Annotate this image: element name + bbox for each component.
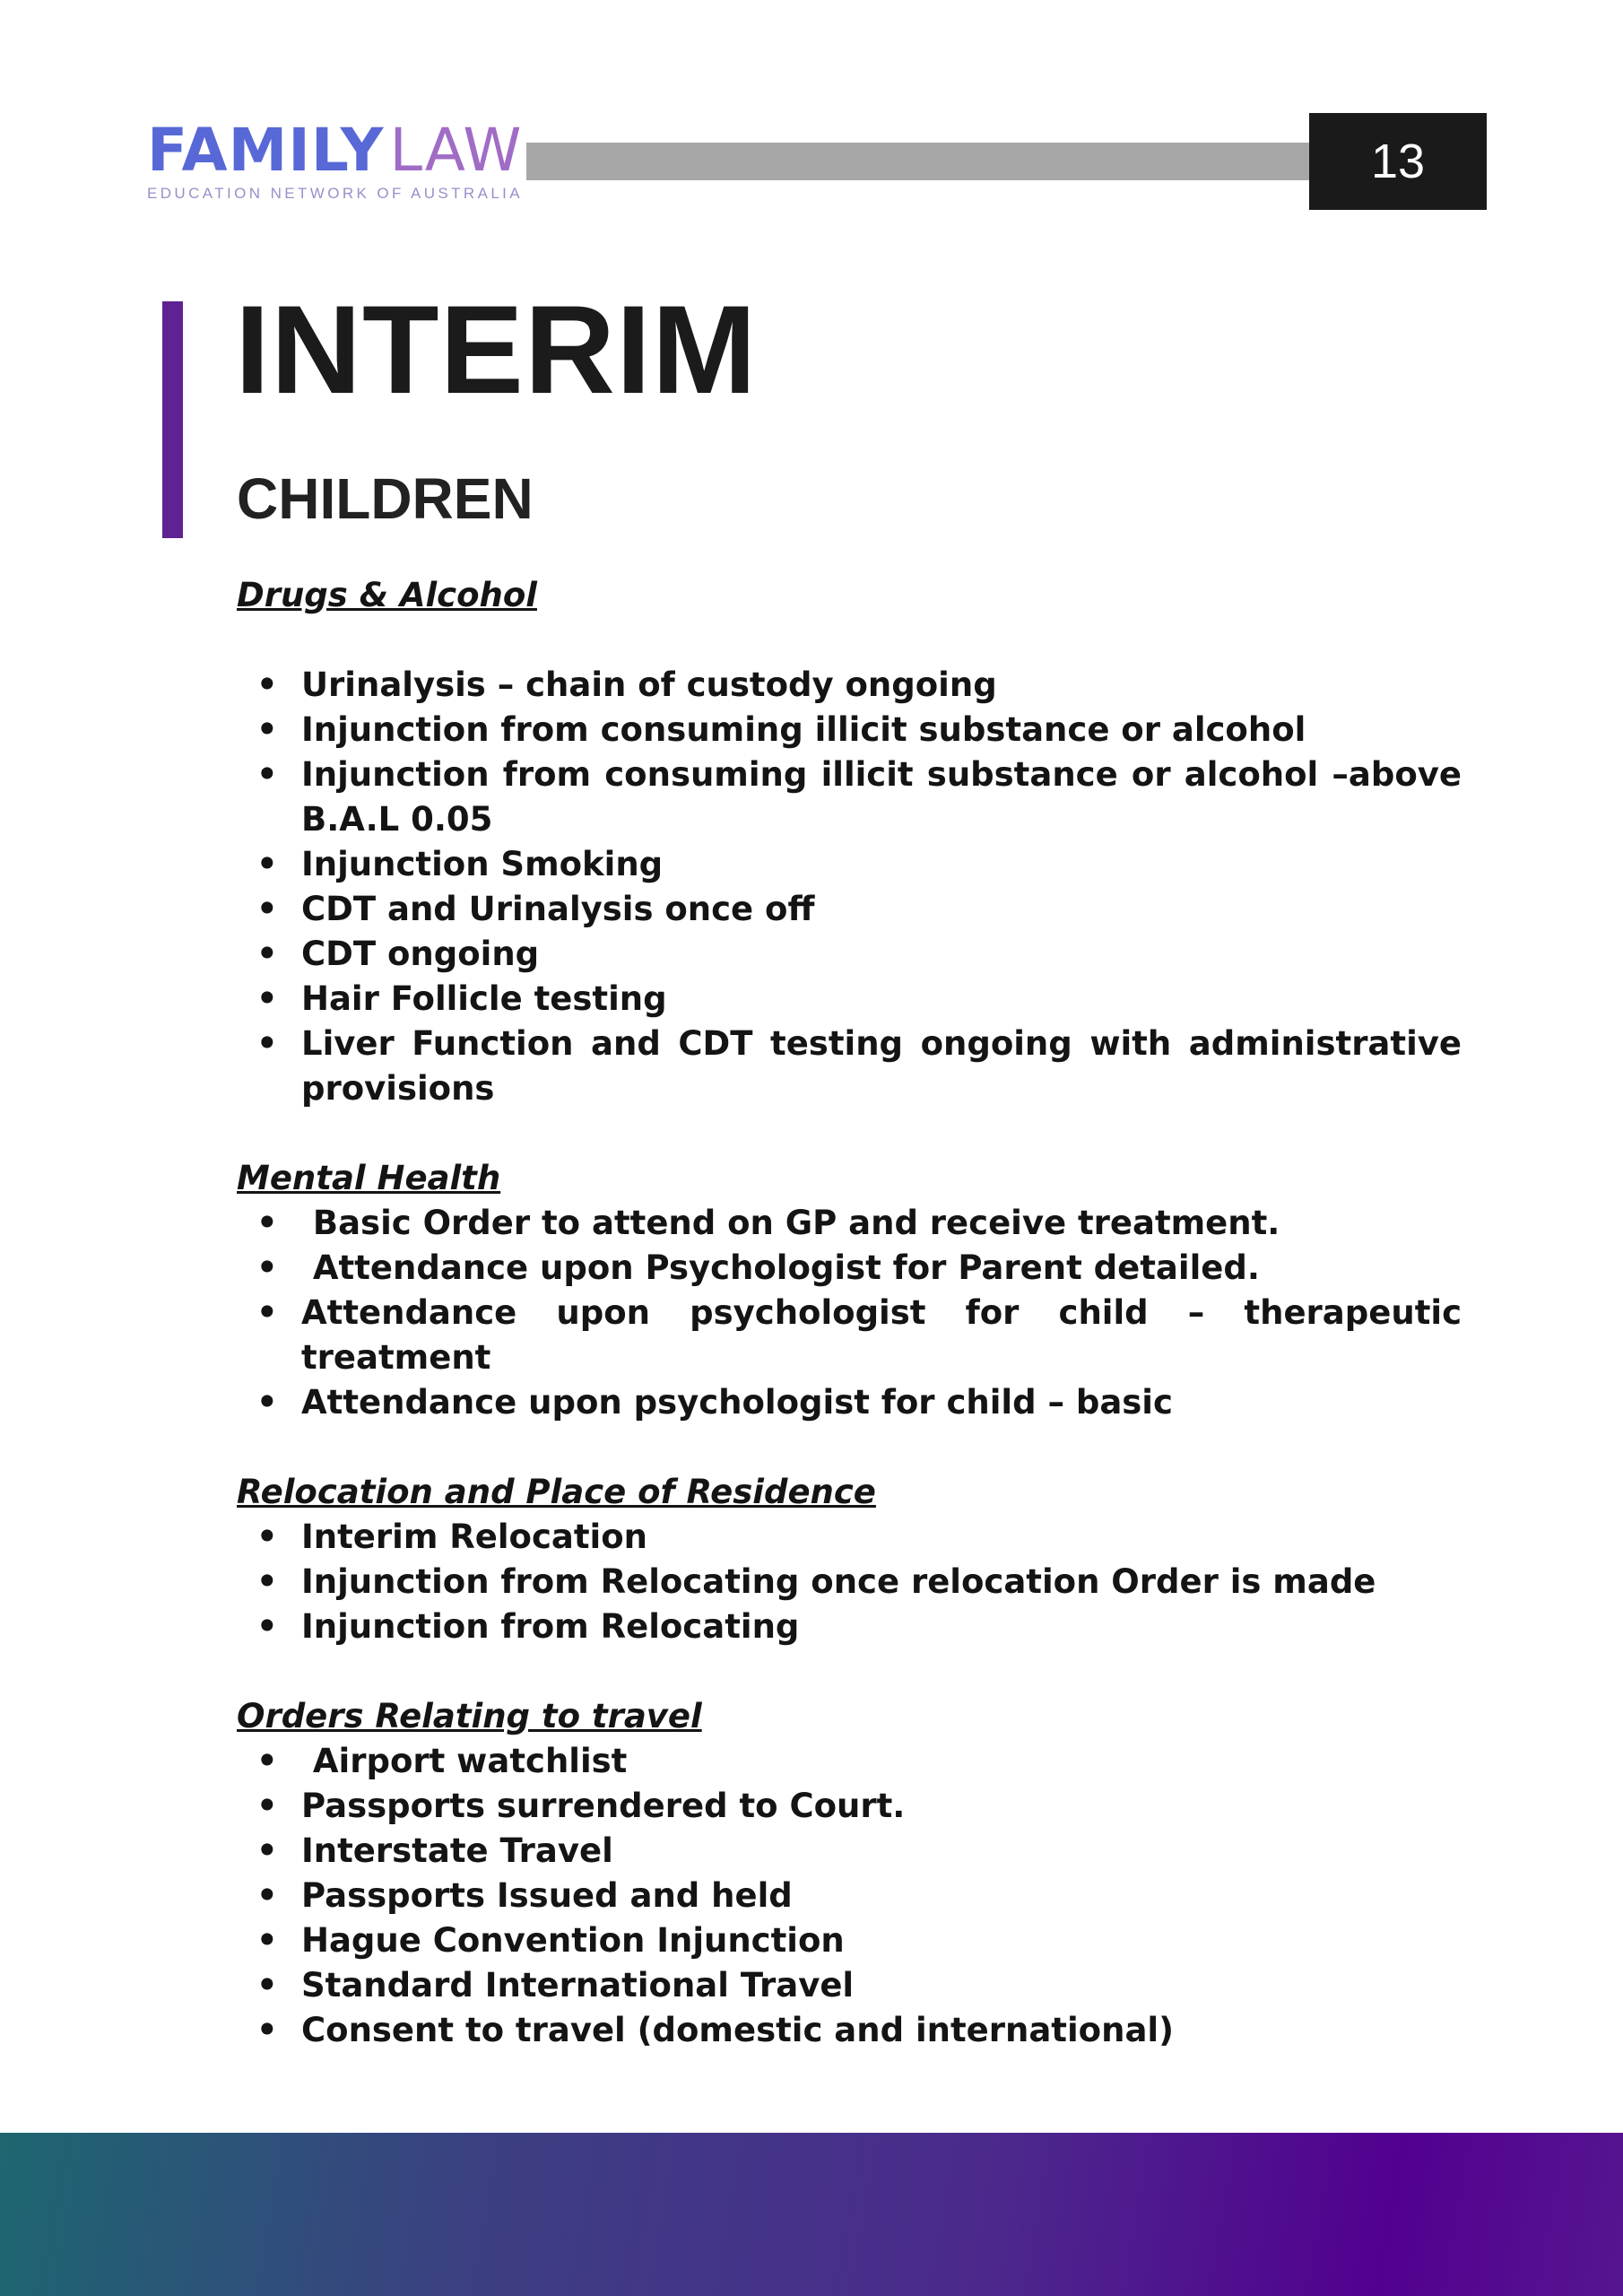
logo-subtitle: EDUCATION NETWORK OF AUSTRALIA — [147, 185, 524, 202]
list-item: • Attendance upon psychologist for child – basic — [237, 1380, 1462, 1425]
list-item: • Hair Follicle testing — [237, 977, 1462, 1022]
section-heading: Orders Relating to travel — [237, 1697, 702, 1735]
list-item: • Consent to travel (domestic and international) — [237, 2008, 1462, 2053]
bullet-list — [237, 1515, 1462, 1649]
bullet-list — [237, 663, 1462, 1111]
list-item: • Attendance upon Psychologist for Parent detailed. — [237, 1246, 1462, 1291]
list-item: • Passports surrendered to Court. — [237, 1784, 1462, 1829]
list-item: • Hague Convention Injunction — [237, 1918, 1462, 1963]
section-heading: Mental Health — [237, 1159, 501, 1197]
header-divider-bar — [526, 143, 1309, 180]
list-item: • Injunction from consuming illicit substance or alcohol –above B.A.L 0.05 — [237, 752, 1462, 842]
list-item: • Passports Issued and held — [237, 1874, 1462, 1918]
list-item: • Injunction Smoking — [237, 842, 1462, 887]
spacer — [237, 1649, 1462, 1694]
list-item: • Urinalysis – chain of custody ongoing — [237, 663, 1462, 708]
page-number: 13 — [1309, 113, 1487, 210]
page-subtitle: CHILDREN — [237, 466, 534, 531]
spacer — [237, 618, 1462, 663]
list-item: • Basic Order to attend on GP and receive treatment. — [237, 1201, 1462, 1246]
list-item: • Liver Function and CDT testing ongoing with administrative provisions — [237, 1022, 1462, 1111]
page-title: INTERIM — [235, 279, 758, 420]
section-drugs-alcohol — [237, 573, 1462, 1111]
family-law-logo — [147, 118, 523, 203]
section-mental-health — [237, 1156, 1462, 1425]
logo-word-family: FAMILY — [147, 116, 385, 185]
section-heading: Relocation and Place of Residence — [237, 1473, 876, 1511]
list-item: • Injunction from consuming illicit substance or alcohol — [237, 708, 1462, 752]
title-accent-bar — [162, 301, 183, 538]
list-item: • CDT ongoing — [237, 932, 1462, 977]
list-item: • Interstate Travel — [237, 1829, 1462, 1874]
list-item: • Injunction from Relocating — [237, 1605, 1462, 1649]
section-heading: Drugs & Alcohol — [237, 576, 537, 614]
list-item: • Airport watchlist — [237, 1739, 1462, 1784]
spacer — [237, 1425, 1462, 1470]
footer-gradient-band — [0, 2133, 1623, 2296]
document-body — [237, 573, 1462, 2053]
logo-wordmark — [147, 118, 523, 183]
list-item: • CDT and Urinalysis once off — [237, 887, 1462, 932]
section-relocation — [237, 1470, 1462, 1649]
list-item: • Standard International Travel — [237, 1963, 1462, 2008]
list-item: • Injunction from Relocating once relocation Order is made — [237, 1560, 1462, 1605]
bullet-list — [237, 1201, 1462, 1425]
bullet-list — [237, 1739, 1462, 2053]
list-item: • Attendance upon psychologist for child – therapeutic treatment — [237, 1291, 1462, 1380]
logo-word-law: LAW — [389, 116, 523, 185]
list-item: • Interim Relocation — [237, 1515, 1462, 1560]
section-travel-orders — [237, 1694, 1462, 2053]
spacer — [237, 1111, 1462, 1156]
